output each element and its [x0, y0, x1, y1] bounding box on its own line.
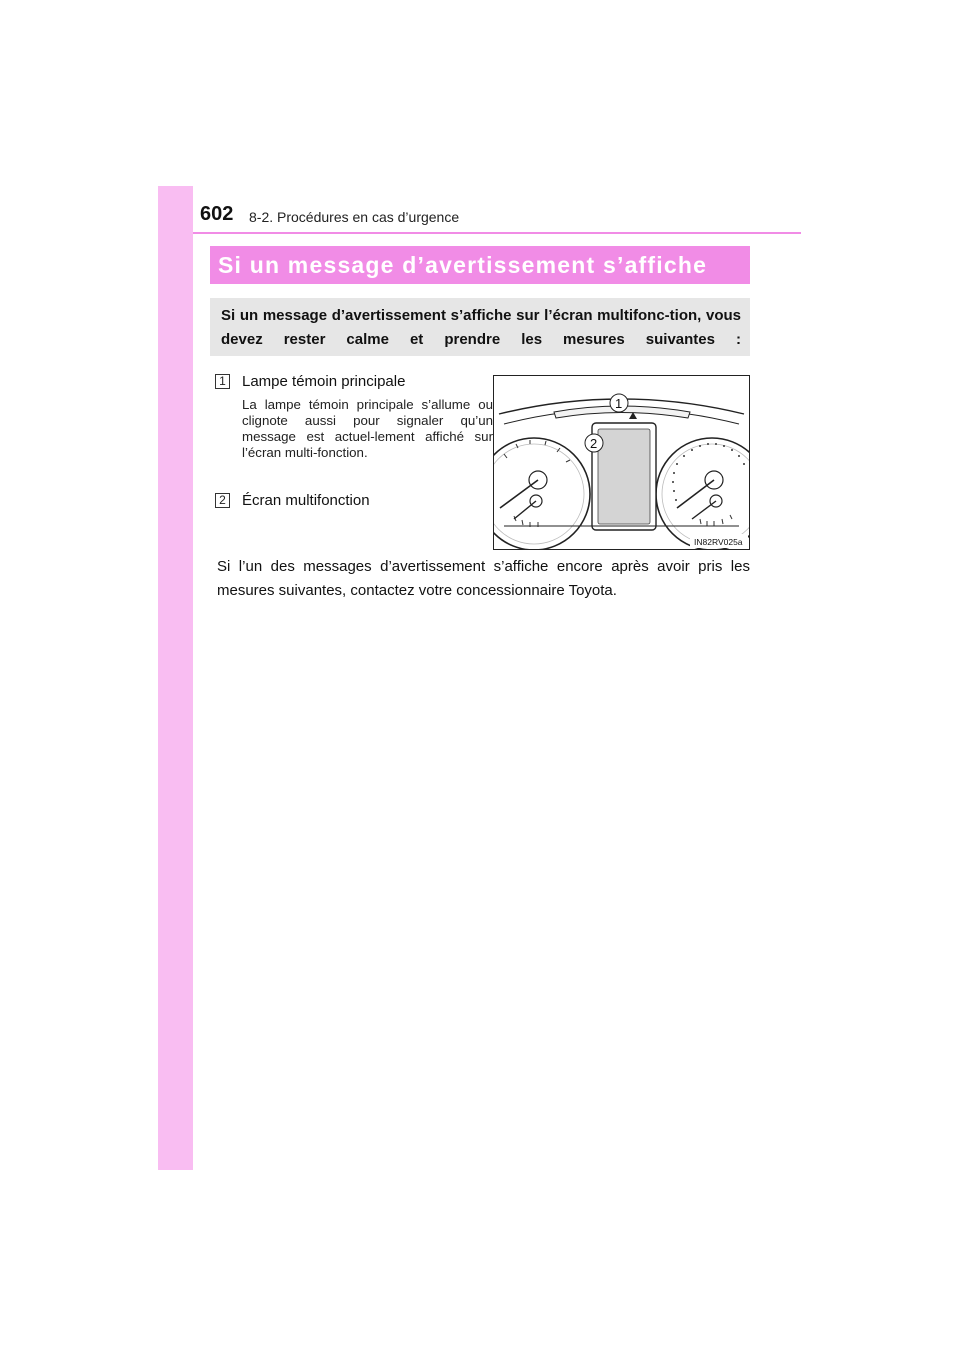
item-title: Lampe témoin principale — [242, 373, 406, 390]
intro-text: Si un message d’avertissement s’affiche sur l’écran multifonc-tion, vous devez rester calme et prendre les mesures suivantes : — [221, 307, 741, 348]
page-number: 602 — [200, 203, 234, 225]
item-marker: 1 — [215, 374, 230, 389]
item-title: Écran multifonction — [242, 492, 370, 509]
item-description: La lampe témoin principale s’allume ou clignote aussi pour signaler qu’un message est actuel-lement affiché sur l’écran multi-fonction. — [242, 397, 493, 460]
figure-code: IN82RV025a — [694, 537, 743, 547]
side-tab-band — [158, 186, 193, 1170]
body-paragraph: Si l’un des messages d’avertissement s’affiche encore après avoir pris les mesures suivantes, contactez votre concessionnaire Toyota. — [217, 558, 750, 599]
callout-1-label: 1 — [615, 396, 623, 411]
banner-title: Si un message d’avertissement s’affiche — [218, 252, 708, 278]
instrument-cluster-illustration — [494, 376, 749, 549]
instrument-cluster-figure — [493, 375, 750, 550]
left-gauge — [494, 438, 590, 549]
intro-box — [210, 298, 750, 356]
right-gauge — [656, 438, 749, 549]
section-title: 8-2. Procédures en cas d’urgence — [249, 209, 460, 225]
multi-information-display — [598, 429, 650, 524]
callout-2-label: 2 — [590, 436, 598, 451]
item-marker: 2 — [215, 493, 230, 508]
page-header — [193, 200, 801, 236]
section-banner — [210, 246, 750, 284]
header-rule — [193, 232, 801, 234]
